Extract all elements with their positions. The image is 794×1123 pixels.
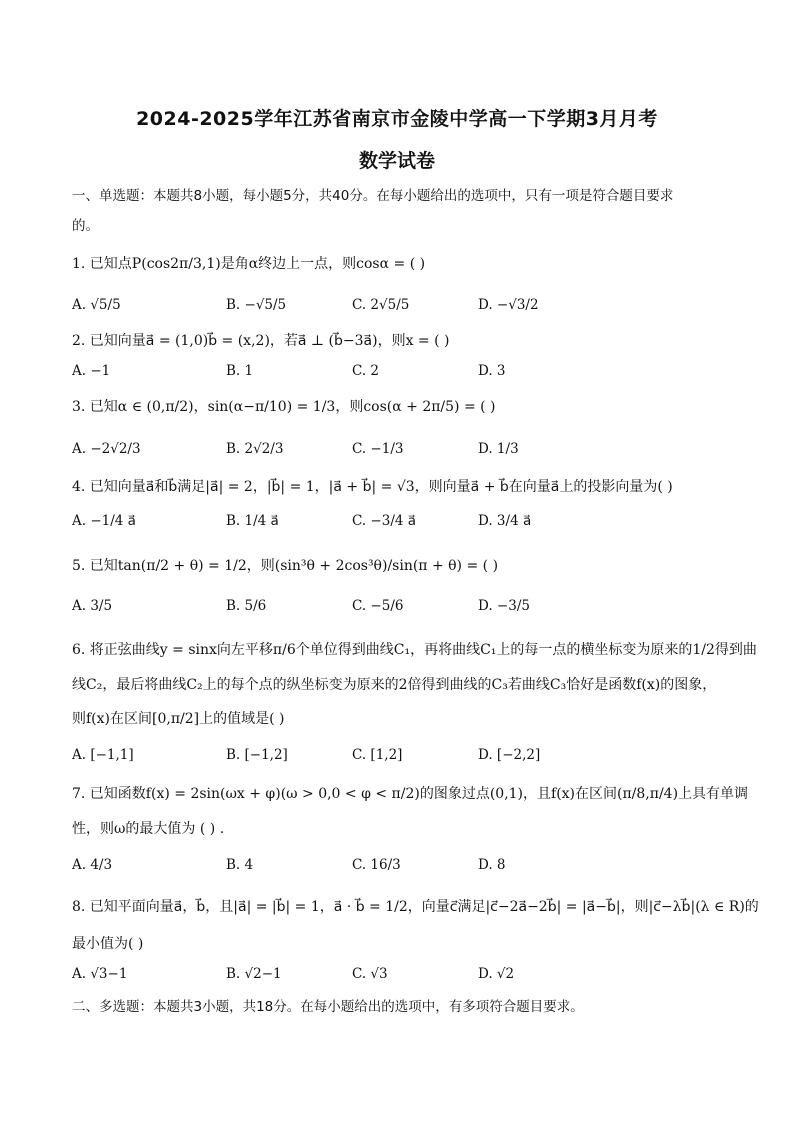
option-d: D. [−2,2] [478,747,541,763]
option-c: C. [1,2] [352,747,403,763]
option-c: C. 2 [352,363,380,379]
option-b: B. √2−1 [226,966,282,982]
question-7-text-line2: 性，则ω的最大值为 ( ) . [72,821,225,837]
question-5-text: 5. 已知tan(π/2 + θ) = 1/2，则(sin³θ + 2cos³θ)/sin(π + θ) = ( ) [72,558,499,574]
exam-title: 2024-2025学年江苏省南京市金陵中学高一下学期3月月考 [136,108,658,130]
question-6-text-line1: 6. 将正弦曲线y = sinx向左平移π/6个单位得到曲线C₁，再将曲线C₁上的每一点的横坐标变为原来的1/2得到曲 [72,642,757,658]
section1-heading-line2: 的。 [72,218,99,234]
question-1-options [72,297,732,321]
option-c: C. 2√5/5 [352,297,410,313]
question-4-text: 4. 已知向量a⃗和b⃗满足|a⃗| = 2，|b⃗| = 1，|a⃗ + b⃗| = √3，则向量a⃗ + b⃗在向量a⃗上的投影向量为( ) [72,479,673,495]
question-6-text-line2: 线C₂，最后将曲线C₂上的每个点的纵坐标变为原来的2倍得到曲线的C₃若曲线C₃恰好是函数f(x)的图象， [72,677,717,693]
option-a: A. 3/5 [72,598,113,614]
exam-subtitle: 数学试卷 [358,150,435,172]
question-2-text: 2. 已知向量a⃗ = (1,0)b⃗ = (x,2)，若a⃗ ⊥ (b⃗−3a⃗)，则x = ( ) [72,333,450,349]
option-b: B. −√5/5 [226,297,287,313]
option-c: C. −5/6 [352,598,404,614]
question-7-options [72,857,732,881]
option-c: C. −3/4 a⃗ [352,513,417,529]
option-a: A. √5/5 [72,297,121,313]
question-5-options [72,598,732,622]
option-b: B. [−1,2] [226,747,288,763]
option-b: B. 1 [226,363,254,379]
option-c: C. √3 [352,966,388,982]
option-b: B. 4 [226,857,254,873]
question-8-options [72,966,732,990]
option-a: A. −1 [72,363,111,379]
question-6-text-line3: 则f(x)在区间[0,π/2]上的值域是( ) [72,711,285,727]
option-a: A. √3−1 [72,966,128,982]
option-d: D. 8 [478,857,506,873]
option-a: A. −1/4 a⃗ [72,513,136,529]
option-d: D. −3/5 [478,598,530,614]
question-1-text: 1. 已知点P(cos2π/3,1)是角α终边上一点，则cosα = ( ) [72,256,426,272]
option-a: A. −2√2/3 [72,441,141,457]
option-c: C. −1/3 [352,441,404,457]
option-d: D. √2 [478,966,515,982]
question-4-options [72,513,732,537]
question-3-options [72,441,732,465]
section1-heading-line1: 一、单选题：本题共8小题，每小题5分，共40分。在每小题给出的选项中，只有一项是符合题目要求 [72,188,674,204]
option-d: D. 3 [478,363,506,379]
option-d: D. 1/3 [478,441,519,457]
option-a: A. 4/3 [72,857,113,873]
question-8-text-line1: 8. 已知平面向量a⃗，b⃗，且|a⃗| = |b⃗| = 1，a⃗ · b⃗ = 1/2，向量c⃗满足|c⃗−2a⃗−2b⃗| = |a⃗−b⃗|，则|c⃗−λb⃗|(λ ∈ R)的 [72,899,759,915]
question-6-options [72,747,732,771]
option-d: D. −√3/2 [478,297,539,313]
question-2-options [72,363,732,387]
option-a: A. [−1,1] [72,747,134,763]
question-8-text-line2: 最小值为( ) [72,936,144,952]
section2-heading: 二、多选题：本题共3小题，共18分。在每小题给出的选项中，有多项符合题目要求。 [72,999,584,1015]
option-b: B. 1/4 a⃗ [226,513,279,529]
option-b: B. 2√2/3 [226,441,284,457]
option-b: B. 5/6 [226,598,267,614]
option-c: C. 16/3 [352,857,401,873]
question-7-text-line1: 7. 已知函数f(x) = 2sin(ωx + φ)(ω > 0,0 < φ < π/2)的图象过点(0,1)，且f(x)在区间(π/8,π/4)上具有单调 [72,786,749,802]
option-d: D. 3/4 a⃗ [478,513,532,529]
question-3-text: 3. 已知α ∈ (0,π/2)，sin(α−π/10) = 1/3，则cos(α + 2π/5) = ( ) [72,399,496,415]
